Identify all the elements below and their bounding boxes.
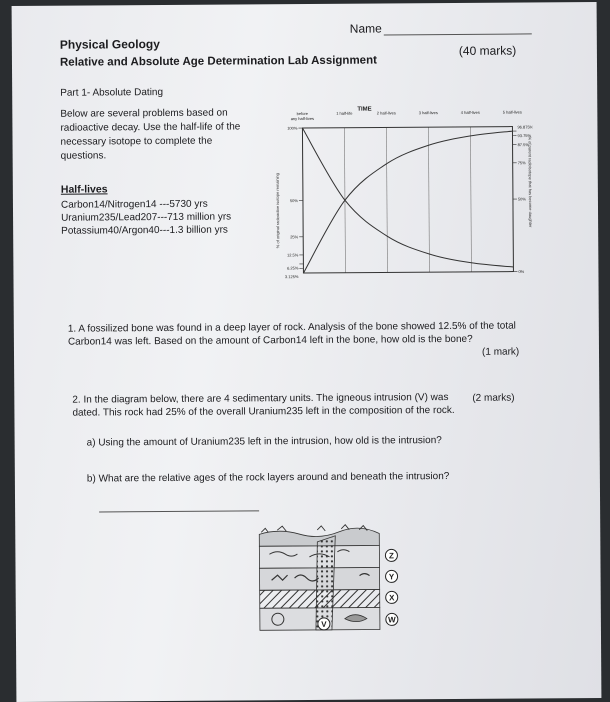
course-title: Physical Geology — [60, 37, 160, 52]
right-tick-label: 96.875% — [517, 124, 533, 129]
strata-label: W — [388, 615, 396, 624]
chart-title: TIME — [357, 107, 371, 113]
y-axis-left-label: % of original radioactive isotope remaining — [275, 173, 281, 248]
x-tick-label: 2 half-lives — [377, 110, 396, 115]
question-1: 1. A fossilized bone was found in a deep layer of rock. Analysis of the bone showed 12.5% of the total Carbon14 was left. Based on the amount of Carbon14 left in the bone, how old is the bone? — [68, 319, 548, 348]
half-life-potassium: Potassium40/Argon40---1.3 billion yrs — [61, 225, 228, 237]
left-tick-label: 100% — [287, 126, 298, 131]
x-tick-label: before any half-lives — [291, 111, 314, 121]
intro-text: Below are several problems based on radioactive decay. Use the half-life of the necessary isotope to complete the questions. — [60, 106, 240, 163]
right-tick-label: 93.75% — [517, 133, 531, 138]
lab-title: Relative and Absolute Age Determination Lab Assignment — [60, 55, 377, 69]
grid-line — [470, 127, 471, 272]
grid-line — [386, 127, 387, 272]
part-heading: Part 1- Absolute Dating — [60, 87, 163, 99]
left-tick-label: 3.125% — [285, 274, 299, 279]
strata-label: Y — [389, 572, 395, 581]
left-tick-label: 6.25% — [287, 265, 299, 270]
right-tick-label: 50% — [518, 196, 526, 201]
strata-label: X — [389, 593, 395, 602]
x-tick-label: 3 half-lives — [419, 110, 438, 115]
decay-curve — [302, 127, 513, 269]
question-2: 2. In the diagram below, there are 4 sedimentary units. The igneous intrusion (V) was dated. This rock had 25% of the overall Uranium235 left in the composition of the rock. — [72, 391, 472, 420]
grid-line — [428, 127, 429, 272]
question-1-marks: (1 mark) — [482, 347, 519, 358]
x-tick-label: 1 half-life — [336, 111, 353, 116]
strata-label: V — [321, 620, 327, 629]
x-tick-label: 4 half-lives — [461, 110, 480, 115]
strata-label: Z — [389, 551, 394, 560]
half-life-carbon: Carbon14/Nitrogen14 ---5730 yrs — [61, 199, 208, 211]
total-marks: (40 marks) — [459, 44, 516, 58]
left-tick-label: 25% — [290, 234, 298, 239]
half-life-uranium: Uranium235/Lead207---713 million yrs — [61, 212, 231, 224]
worksheet-page — [12, 2, 602, 702]
y-axis-right-label: % of parent radioisotope that has become daughter — [528, 136, 534, 228]
decay-chart — [262, 96, 533, 288]
name-field-line[interactable] — [384, 33, 532, 35]
answer-line[interactable] — [99, 510, 259, 512]
plot-frame — [302, 127, 513, 273]
half-lives-title: Half-lives — [61, 183, 108, 195]
x-tick-label: 5 half-lives — [503, 109, 522, 114]
growth-curve — [302, 131, 513, 273]
strata-diagram — [219, 523, 410, 644]
right-tick-label: 87.5% — [518, 142, 530, 147]
question-2b: b) What are the relative ages of the rock layers around and beneath the intrusion? — [87, 471, 450, 485]
left-tick-label: 50% — [290, 198, 298, 203]
question-2-marks: (2 marks) — [472, 393, 514, 404]
left-tick-label: 12.5% — [287, 252, 299, 257]
name-label: Name — [350, 21, 382, 35]
right-tick-label: 0% — [518, 269, 524, 274]
right-tick-label: 75% — [518, 160, 526, 165]
question-2a: a) Using the amount of Uranium235 left in the intrusion, how old is the intrusion? — [87, 435, 442, 448]
